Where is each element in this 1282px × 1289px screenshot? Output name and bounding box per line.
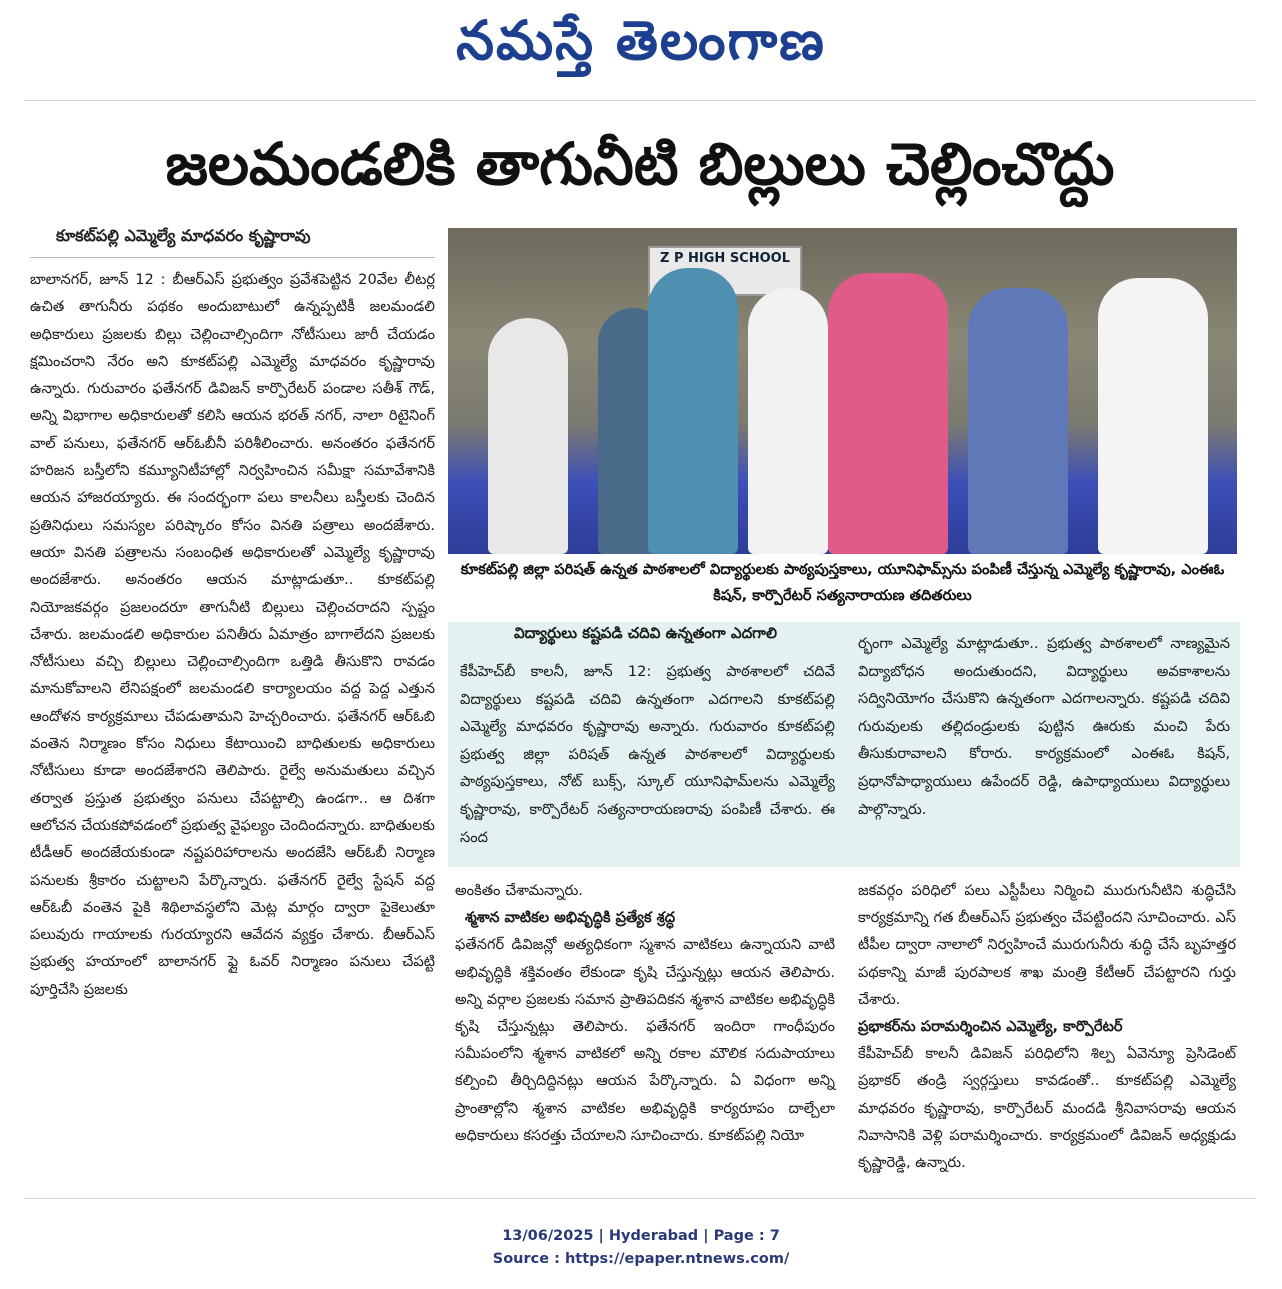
footer-date-line: 13/06/2025 | Hyderabad | Page : 7 bbox=[502, 1228, 780, 1244]
middle-column bbox=[455, 877, 835, 1149]
left-article-body: బాలానగర్, జూన్ 12 : బీఆర్ఎస్ ప్రభుత్వం ప్రవేశపెట్టిన 20వేల లీటర్ల ఉచిత తాగునీరు పథకం అందుబాటులో ఉన్నప్పటికీ జలమండలి అధికారులు ప్రజలకు బిల్లు చెల్లించాల్సిందిగా నోటీసులు జారీ చేయడం క్షమించరాని నేరం అని కూకట్‌పల్లి ఎమ్మెల్యే మాధవరం కృష్ణారావు ఉన్నారు. గురువారం ఫతేనగర్ డివిజన్ కార్పొరేటర్ పండాల సతీశ్ గౌడ్, అన్ని విభాగాల అధికారులతో కలిసి ఆయన భరత్ నగర్, నాలా రిటైనింగ్ వాల్ పనులు, ఫతేనగర్ ఆర్ఓబీనీ పరిశీలించారు. అనంతరం ఫతేనగర్ హరిజన బస్తీలోని కమ్యూనిటీహాల్లో నిర్వహించిన సమీక్షా సమావేశానికి ఆయన హాజరయ్యారు. ఈ సందర్భంగా పలు కాలనీలు బస్తీలకు చెందిన ప్రతినిధులు సమస్యల పరిష్కారం కోసం వినతి పత్రాలు అందజేశారు. ఆయా వినతి పత్రాలను సంబంధిత అధికారులతో ఎమ్మెల్యే కృష్ణారావు అందజేశారు. అనంతరం ఆయన మాట్లాడుతూ.. కూకట్‌పల్లి నియోజకవర్గం ప్రజలందరూ తాగునీటి బిల్లులు చెల్లించరాదని స్పష్టం చేశారు. జలమండలి అధికారుల పనితీరు ఏమాత్రం బాగాలేదని ప్రజలకు నోటీసులు వచ్చి బిల్లులు చెల్లించాల్సిందిగా ఒత్తిడి తీసుకొని రావడం మానుకోవాలని లేనిపక్షంలో జలమండలి కార్యాలయం వద్ద పెద్ద ఎత్తున ఆందోళన కార్యక్రమాలు చేపడుతామని హెచ్చరించారు. ఫతేనగర్ ఆర్ఓబి వంతెన నిర్మాణం కోసం నిధులు కేటాయించి బాధితులకు అధికారులు నోటీసులు కూడా అందజేశారని తెలిపారు. రైల్వే అనుమతులు వచ్చిన తర్వాత ప్రస్తుత ప్రభుత్వం పనులు చేపట్టాల్సి ఉండగా.. ఆ దిశగా ఆలోచన చేయకపోవడంలో ప్రభుత్వ వైఫల్యం చెందిందన్నారు. బాధితులకు టీడీఆర్ అందజేయకుండా నష్టపరిహారాలను అందజేసి ఆర్ఓబీ నిర్మాణ పనులకు శ్రీకారం చుట్టాలని పేర్కొన్నారు. ఫతేనగర్ రైల్వే స్టేషన్ వద్ద ఆర్ఓబీ వంతెన పైకి శిథిలావస్థలోని మెట్ల మార్గం ద్వారా పైకెలుతూ పలువురు గాయాలకు గురయ్యారని ఆవేదన వ్యక్తం చేశారు. బీఆర్ఎస్ ప్రభుత్వ హయాంలో బాలానగర్ ఫ్లై ఓవర్ నిర్మాణం పనులు చేపట్టి పూర్తిచేసి ప్రజలకు bbox=[30, 271, 435, 998]
school-sign: Z P HIGH SCHOOL bbox=[648, 246, 802, 296]
masthead-logo: నమస్తే తెలంగాణ bbox=[456, 8, 826, 72]
right-column-subhead: ప్రభాకర్‌ను పరామర్శించిన ఎమ్మెల్యే, కార్పొరేటర్ bbox=[858, 1018, 1123, 1036]
page-headline: జలమండలికి తాగునీటి బిల్లులు చెల్లించొద్దు bbox=[165, 130, 1115, 198]
footer-divider bbox=[24, 1198, 1256, 1199]
photo-figure bbox=[488, 318, 568, 554]
photo-figure bbox=[748, 288, 828, 554]
left-article-subhead: కూకట్‌పల్లి ఎమ్మెల్యే మాధవరం కృష్ణారావు bbox=[30, 222, 435, 258]
left-article bbox=[30, 222, 435, 1182]
middle-column-body: ఫతేనగర్ డివిజన్లో అత్యధికంగా స్మశాన వాటికలు ఉన్నాయని వాటి అభివృద్ధికి శక్తివంతం లేకుండా కృషి చేస్తున్నట్లు ఆయన తెలిపారు. అన్ని వర్గాల ప్రజలకు సమాన ప్రాతిపదికన శ్మశాన వాటికల అభివృద్ధికి కృషి చేస్తున్నట్లు తెలిపారు. ఫతేనగర్ ఇందిరా గాంధీపురం సమీపంలోని శ్మశాన వాటికలో అన్ని రకాల మౌలిక సదుపాయాలు కల్పించి తీర్చిదిద్దినట్లు ఆయన పేర్కొన్నారు. ఏ విధంగా అన్ని ప్రాంతాల్లోని శ్మశాన వాటికల అభివృద్ధికి కార్యరూపం దాల్చేలా అధికారులు కసరత్తు చేయాలని సూచించారు. కూకట్‌పల్లి నియో bbox=[455, 936, 835, 1144]
boxed-article-col2: ర్భంగా ఎమ్మెల్యే మాట్లాడుతూ.. ప్రభుత్వ పాఠశాలలో నాణ్యమైన విద్యాబోధన అందుతుందని, విద్యార్థులు అవకాశాలను సద్వినియోగం చేసుకొని ఉన్నతంగా ఎదగాలన్నారు. కష్టపడి చదివి గురువులకు తల్లిదండ్రులకు పుట్టిన ఊరుకు మంచి పేరు తీసుకురావాలని కోరారు. కార్యక్రమంలో ఎంఈఓ కిషన్, ప్రధానోపాధ్యాయులు ఉపేందర్ రెడ్డి, ఉపాధ్యాయులు విద్యార్థులు పాల్గొన్నారు. bbox=[858, 635, 1230, 818]
right-column bbox=[858, 877, 1236, 1176]
boxed-article-col1: కేపీహెచ్‌బీ కాలనీ, జూన్ 12: ప్రభుత్వ పాఠశాలలో చదివే విద్యార్థులు కష్టపడి చదివి ఉన్నతంగా ఎదగాలని కూకట్‌పల్లి ఎమ్మెల్యే మాధవరం కృష్ణారావు అన్నారు. గురువారం కూకట్‌పల్లి ప్రభుత్వ జిల్లా పరిషత్ ఉన్నత పాఠశాలలో విద్యార్థులకు పాఠ్యపుస్తకాలు, నోట్ బుక్స్, స్కూల్ యూనిఫామ్‌లను ఎమ్మెల్యే కృష్ణారావు, కార్పొరేటర్ సత్యనారాయణరావు పంపిణీ చేశారు. ఈ సంద bbox=[460, 663, 835, 846]
right-column-body2: కేపీహెచ్‌బీ కాలనీ డివిజన్ పరిధిలోని శిల్ప ఏవెన్యూ ప్రెసిడెంట్ ప్రభాకర్ తండ్రి స్వర్గస్తులు కావడంతో.. కూకట్‌పల్లి ఎమ్మెల్యే మాధవరం కృష్ణారావు, కార్పొరేటర్ మందడి శ్రీనివాసరావు ఆయన నివాసానికి వెళ్లి పరామర్శించారు. కార్యక్రమంలో డివిజన్ అధ్యక్షుడు కృష్ణారెడ్డి, ఉన్నారు. bbox=[858, 1045, 1236, 1172]
middle-column-lead: అంకితం చేశామన్నారు. bbox=[455, 882, 583, 899]
masthead-divider bbox=[24, 100, 1256, 101]
photo-figure bbox=[828, 273, 948, 554]
boxed-article-title: విద్యార్థులు కష్టపడి చదివి ఉన్నతంగా ఎదగాలి bbox=[514, 624, 777, 642]
middle-column-subhead: శ్మశాన వాటికల అభివృద్ధికి ప్రత్యేక శ్రద్ధ bbox=[465, 909, 676, 927]
right-column-body1: జకవర్గం పరిధిలో పలు ఎస్టీపీలు నిర్మించి మురుగునీటిని శుద్ధిచేసి కార్యక్రమాన్ని గత బీఆర్ఎస్ ప్రభుత్వం చేపట్టిందని సూచించారు. ఎస్ టీపీల ద్వారా నాలాలో నిర్వహించే మురుగునీరు శుద్ధి చేసే బృహత్తర పథకాన్ని మాజీ పురపాలక శాఖ మంత్రి కేటీఆర్ చేపట్టారని గుర్తు చేశారు. bbox=[858, 882, 1236, 1008]
photo-figure bbox=[968, 288, 1068, 554]
photo-figure bbox=[648, 268, 738, 554]
photo-caption: కూకట్‌పల్లి జిల్లా పరిషత్ ఉన్నత పాఠశాలలో విద్యార్థులకు పాఠ్యపుస్తకాలు, యూనిఫామ్స్‌ను పంపిణీ చేస్తున్న ఎమ్మెల్యే కృష్ణారావు, ఎంఈఓ కిషన్, కార్పొరేటర్ సత్యనారాయణ తదితరులు bbox=[460, 561, 1225, 604]
photo-figure bbox=[1098, 278, 1208, 554]
news-photo bbox=[448, 228, 1237, 554]
footer-source-link[interactable]: Source : https://epaper.ntnews.com/ bbox=[492, 1251, 790, 1267]
